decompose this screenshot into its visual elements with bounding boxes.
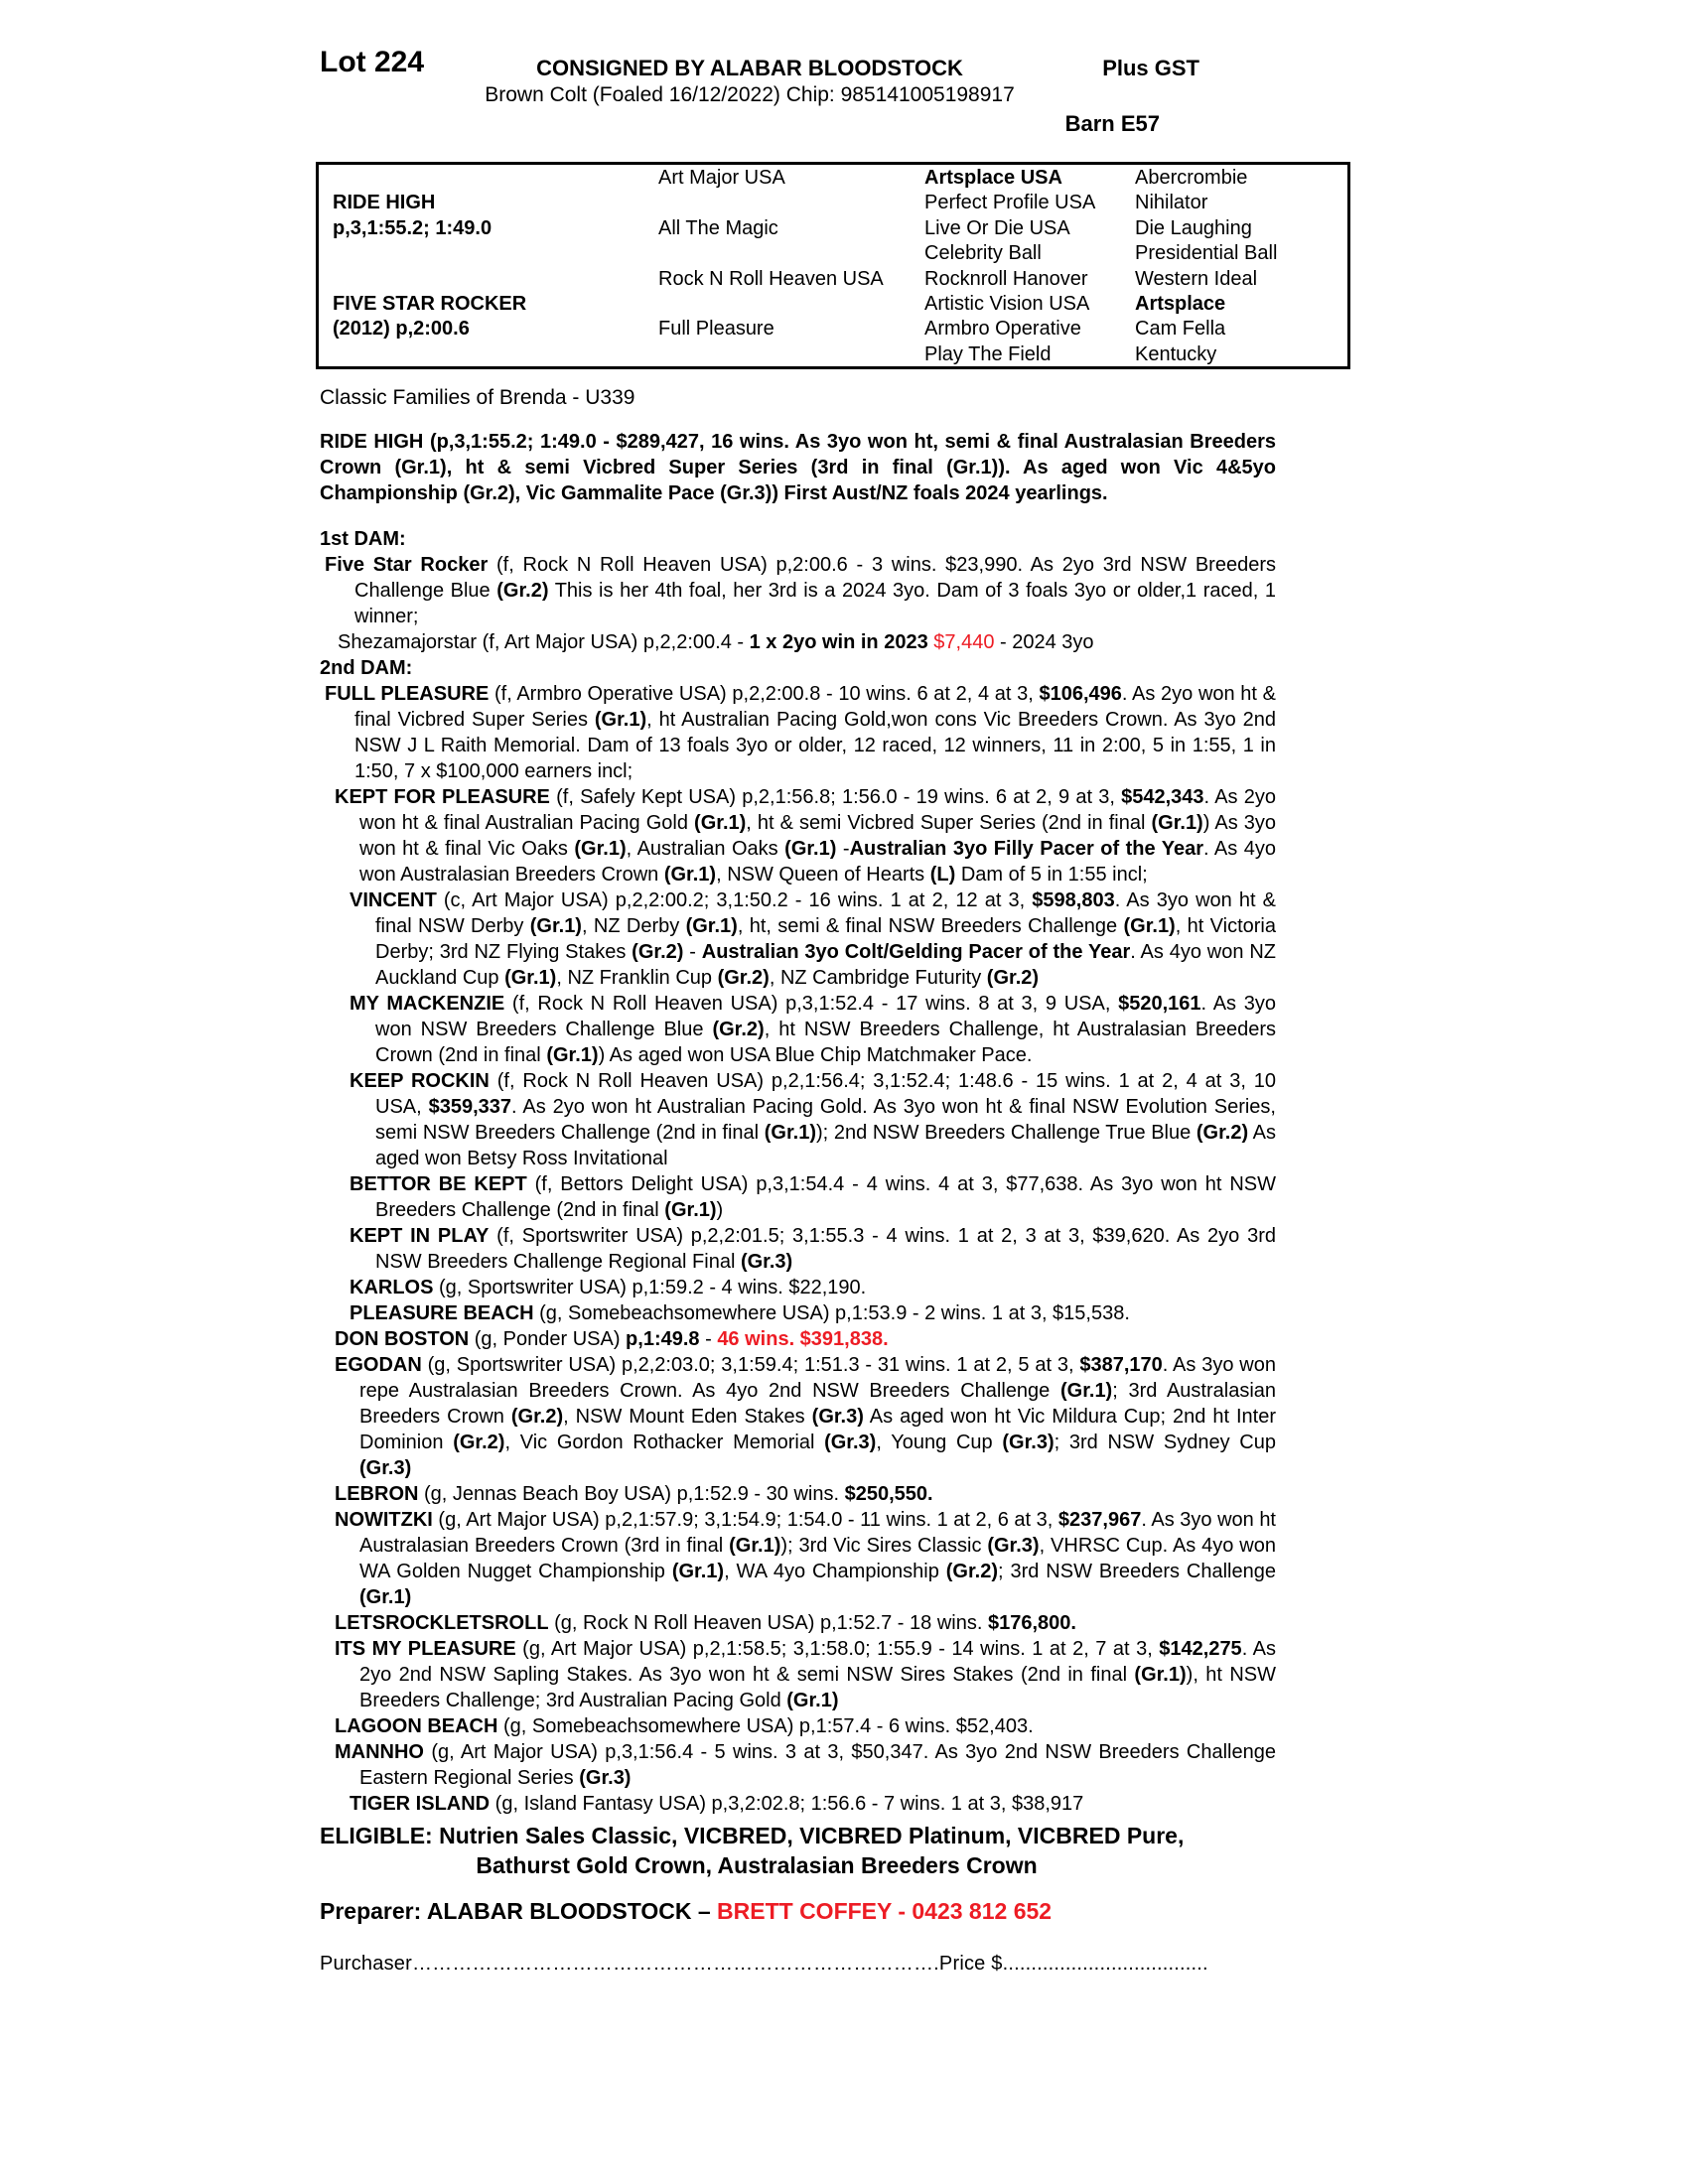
- horse-entry-five-star-rocker: Five Star Rocker (f, Rock N Roll Heaven USA) p,2:00.6 - 3 wins. $23,990. As 2yo 3rd NSW Breeders Challenge Blue (Gr.2) This is her 4th foal, her 3rd is a 2024 3yo. Dam of 3 foals 3yo or older,1 raced, 1 winner;: [325, 554, 1277, 627]
- pedigree-cell-r5-c2: Rock N Roll Heaven USA: [658, 267, 884, 290]
- purchaser-label: Purchaser: [320, 1953, 412, 1975]
- horse-entry-pleasure-beach: PLEASURE BEACH (g, Somebeachsomewhere USA) p,1:53.9 - 2 wins. 1 at 3, $15,538.: [350, 1302, 1130, 1324]
- price-label: Price $: [938, 1953, 1003, 1975]
- horse-entry-my-mackenzie: MY MACKENZIE (f, Rock N Roll Heaven USA) p,3,1:52.4 - 17 wins. 8 at 3, 9 USA, $520,161. As 3yo won NSW Breeders Challenge Blue (Gr.2), ht NSW Breeders Challenge, ht Australasian Breeders Crown (2nd in final (Gr.1)) As aged won USA Blue Chip Matchmaker Pace.: [350, 993, 1276, 1066]
- page-content: [320, 0, 1276, 1976]
- page-header: [320, 0, 1276, 162]
- pedigree-cell-r1-c2: Art Major USA: [658, 167, 785, 189]
- pedigree-cell-r8-c3: Play The Field: [924, 342, 1052, 365]
- pedigree-cell-r4-c3: Celebrity Ball: [924, 242, 1042, 265]
- purchaser-leader-dots: …………………………………………………………………….: [411, 1953, 939, 1975]
- consignor-line: CONSIGNED BY ALABAR BLOODSTOCK: [536, 56, 963, 80]
- pedigree-cell-r5-c1: [319, 267, 658, 292]
- eligibility-line1: ELIGIBLE: Nutrien Sales Classic, VICBRED, VICBRED Platinum, VICBRED Pure,: [320, 1823, 1185, 1848]
- horse-entry-tiger-island: TIGER ISLAND (g, Island Fantasy USA) p,3,2:02.8; 1:56.6 - 7 wins. 1 at 3, $38,917: [350, 1793, 1084, 1815]
- dam-sections: [320, 526, 1276, 1817]
- pedigree-cell-r3-c3: Live Or Die USA: [924, 216, 1070, 239]
- pedigree-cell-r2-c1: RIDE HIGH: [333, 192, 436, 214]
- horse-entry-letsrockletsroll: LETSROCKLETSROLL (g, Rock N Roll Heaven USA) p,1:52.7 - 18 wins. $176,800.: [335, 1612, 1076, 1634]
- horse-description: Brown Colt (Foaled 16/12/2022) Chip: 985141005198917: [485, 83, 1015, 106]
- horse-entry-don-boston: DON BOSTON (g, Ponder USA) p,1:49.8 - 46 wins. $391,838.: [335, 1328, 889, 1350]
- dam-heading-2: 2nd DAM:: [320, 657, 413, 679]
- price-dots: ....................................: [1002, 1953, 1208, 1975]
- pedigree-cell-r6-c1: FIVE STAR ROCKER: [333, 292, 527, 315]
- pedigree-cell-r7-c2: Full Pleasure: [658, 318, 774, 341]
- pedigree-cell-r2-c3: Perfect Profile USA: [924, 192, 1096, 214]
- horse-entry-vincent: VINCENT (c, Art Major USA) p,2,2:00.2; 3,1:50.2 - 16 wins. 1 at 2, 12 at 3, $598,803. As 3yo won ht & final NSW Derby (Gr.1), NZ Derby (Gr.1), ht, semi & final NSW Breeders Challenge (Gr.1), ht Victoria Derby; 3rd NZ Flying Stakes (Gr.2) - Australian 3yo Colt/Gelding Pacer of the Year. As 4yo won NZ Auckland Cup (Gr.1), NZ Franklin Cup (Gr.2), NZ Cambridge Futurity (Gr.2): [350, 889, 1276, 989]
- pedigree-cell-r4-c4: Presidential Ball: [1135, 242, 1278, 265]
- pedigree-cell-r5-c4: Western Ideal: [1135, 267, 1258, 290]
- horse-entry-egodan: EGODAN (g, Sportswriter USA) p,2,2:03.0; 3,1:59.4; 1:51.3 - 31 wins. 1 at 2, 5 at 3, $387,170. As 3yo won repe Australasian Breeders Crown. As 4yo 2nd NSW Breeders Challenge (Gr.1); 3rd Australasian Breeders Crown (Gr.2), NSW Mount Eden Stakes (Gr.3) As aged won ht Vic Mildura Cup; 2nd ht Inter Dominion (Gr.2), Vic Gordon Rothacker Memorial (Gr.3), Young Cup (Gr.3); 3rd NSW Sydney Cup (Gr.3): [335, 1354, 1277, 1479]
- horse-entry-lebron: LEBRON (g, Jennas Beach Boy USA) p,1:52.9 - 30 wins. $250,550.: [335, 1483, 933, 1505]
- horse-entry-kept-in-play: KEPT IN PLAY (f, Sportswriter USA) p,2,2:01.5; 3,1:55.3 - 4 wins. 1 at 2, 3 at 3, $39,620. As 2yo 3rd NSW Breeders Challenge Regional Final (Gr.3): [350, 1225, 1276, 1273]
- pedigree-cell-r8-c1: [319, 342, 658, 367]
- pedigree-cell-r7-c1: (2012) p,2:00.6: [333, 318, 470, 341]
- horse-entry-lagoon-beach: LAGOON BEACH (g, Somebeachsomewhere USA) p,1:57.4 - 6 wins. $52,403.: [335, 1715, 1034, 1737]
- pedigree-cell-r1-c3: Artsplace USA: [924, 167, 1062, 189]
- pedigree-cell-r8-c2: [658, 342, 924, 367]
- pedigree-cell-r3-c1: p,3,1:55.2; 1:49.0: [333, 216, 492, 239]
- pedigree-cell-r1-c4: Abercrombie: [1135, 167, 1248, 189]
- pedigree-cell-r7-c3: Armbro Operative: [924, 318, 1081, 341]
- barn-number: Barn E57: [1064, 111, 1160, 136]
- pedigree-cell-r4-c2: [658, 241, 924, 266]
- purchaser-line: [320, 1953, 1276, 1976]
- horse-entry-keep-rockin: KEEP ROCKIN (f, Rock N Roll Heaven USA) p,2,1:56.4; 3,1:52.4; 1:48.6 - 15 wins. 1 at 2, 4 at 3, 10 USA, $359,337. As 2yo won ht Australian Pacing Gold. As 3yo won ht & final NSW Evolution Series, semi NSW Breeders Challenge (2nd in final (Gr.1)); 2nd NSW Breeders Challenge True Blue (Gr.2) As aged won Betsy Ross Invitational: [350, 1070, 1276, 1169]
- horse-entry-its-my-pleasure: ITS MY PLEASURE (g, Art Major USA) p,2,1:58.5; 3,1:58.0; 1:55.9 - 14 wins. 1 at 2, 7 at 3, $142,275. As 2yo 2nd NSW Sapling Stakes. As 3yo won ht & semi NSW Sires Stakes (2nd in final (Gr.1)), ht NSW Breeders Challenge; 3rd Australian Pacing Gold (Gr.1): [335, 1638, 1276, 1711]
- pedigree-cell-r3-c2: All The Magic: [658, 216, 778, 239]
- pedigree-cell-r8-c4: Kentucky: [1135, 342, 1217, 365]
- pedigree-cell-r4-c1: [319, 241, 658, 266]
- lot-number: Lot 224: [320, 46, 425, 78]
- horse-entry-nowitzki: NOWITZKI (g, Art Major USA) p,2,1:57.9; 3,1:54.9; 1:54.0 - 11 wins. 1 at 2, 6 at 3, $237,967. As 3yo won ht Australasian Breeders Crown (3rd in final (Gr.1)); 3rd Vic Sires Classic (Gr.3), VHRSC Cup. As 4yo won WA Golden Nugget Championship (Gr.1), WA 4yo Championship (Gr.2); 3rd NSW Breeders Challenge (Gr.1): [335, 1509, 1276, 1608]
- pedigree-cell-r6-c3: Artistic Vision USA: [924, 292, 1090, 315]
- pedigree-table: [316, 162, 1350, 369]
- dam-heading-1: 1st DAM:: [320, 528, 406, 550]
- pedigree-cell-r7-c4: Cam Fella: [1135, 318, 1226, 341]
- eligibility-note: [320, 1821, 1194, 1880]
- horse-entry-full-pleasure: FULL PLEASURE (f, Armbro Operative USA) p,2,2:00.8 - 10 wins. 6 at 2, 4 at 3, $106,496. As 2yo won ht & final Vicbred Super Series (Gr.1), ht Australian Pacing Gold,won cons Vic Breeders Crown. As 3yo 2nd NSW J L Raith Memorial. Dam of 13 foals 3yo or older, 12 raced, 12 winners, 11 in 2:00, 5 in 1:55, 1 in 1:50, 7 x $100,000 earners incl;: [325, 683, 1276, 782]
- horse-entry-bettor-be-kept: BETTOR BE KEPT (f, Bettors Delight USA) p,3,1:54.4 - 4 wins. 4 at 3, $77,638. As 3yo won ht NSW Breeders Challenge (2nd in final (Gr.1)): [350, 1173, 1277, 1221]
- horse-entry-shezamajorstar: Shezamajorstar (f, Art Major USA) p,2,2:00.4 - 1 x 2yo win in 2023 $7,440 - 2024 3yo: [338, 631, 1094, 653]
- pedigree-cell-r6-c2: [658, 292, 924, 317]
- family-line: Classic Families of Brenda - U339: [320, 386, 635, 409]
- pedigree-cell-r5-c3: Rocknroll Hanover: [924, 267, 1088, 290]
- horse-entry-mannho: MANNHO (g, Art Major USA) p,3,1:56.4 - 5 wins. 3 at 3, $50,347. As 3yo 2nd NSW Breeders Challenge Eastern Regional Series (Gr.3): [335, 1741, 1276, 1789]
- pedigree-cell-r3-c4: Die Laughing: [1135, 216, 1252, 239]
- plus-gst-note: Plus GST: [1102, 56, 1199, 80]
- horse-entry-karlos: KARLOS (g, Sportswriter USA) p,1:59.2 - 4 wins. $22,190.: [350, 1277, 867, 1298]
- ride-high-summary: RIDE HIGH (p,3,1:55.2; 1:49.0 - $289,427, 16 wins. As 3yo won ht, semi & final Australasian Breeders Crown (Gr.1), ht & semi Vicbred Super Series (3rd in final (Gr.1)). As aged won Vic 4&5yo Championship (Gr.2), Vic Gammalite Pace (Gr.3)) First Aust/NZ foals 2024 yearlings.: [320, 431, 1276, 504]
- pedigree-cell-r6-c4: Artsplace: [1135, 292, 1226, 315]
- horse-entry-kept-for-pleasure: KEPT FOR PLEASURE (f, Safely Kept USA) p,2,1:56.8; 1:56.0 - 19 wins. 6 at 2, 9 at 3, $542,343. As 2yo won ht & final Australian Pacing Gold (Gr.1), ht & semi Vicbred Super Series (2nd in final (Gr.1)) As 3yo won ht & final Vic Oaks (Gr.1), Australian Oaks (Gr.1) -Australian 3yo Filly Pacer of the Year. As 4yo won Australasian Breeders Crown (Gr.1), NSW Queen of Hearts (L) Dam of 5 in 1:55 incl;: [335, 786, 1277, 886]
- eligibility-line2: Bathurst Gold Crown, Australasian Breeders Crown: [476, 1852, 1038, 1878]
- preparer-line: Preparer: ALABAR BLOODSTOCK – BRETT COFFEY - 0423 812 652: [320, 1898, 1053, 1924]
- pedigree-cell-r1-c1: [319, 166, 658, 191]
- pedigree-cell-r2-c2: [658, 191, 924, 215]
- pedigree-cell-r2-c4: Nihilator: [1135, 192, 1208, 214]
